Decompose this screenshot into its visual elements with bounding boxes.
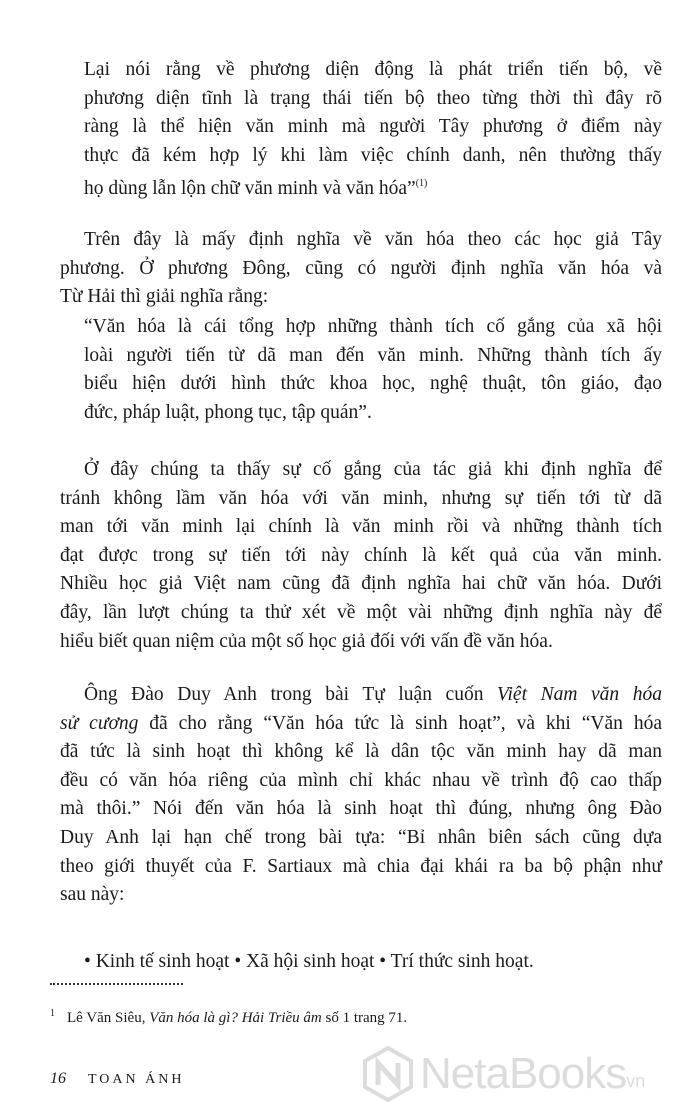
text-line — [84, 170, 662, 199]
paragraph-eastern-definitions — [60, 226, 662, 312]
text-line: Từ Hải thì giải nghĩa rằng: — [60, 286, 269, 308]
text-line: tránh không lầm văn hóa với văn minh, nhưng sự tiến tới từ dã — [60, 487, 662, 509]
footnote-divider — [50, 983, 183, 985]
text-line: sau này: — [60, 884, 125, 906]
text-line: • Kinh tế sinh hoạt • Xã hội sinh hoạt • Trí thức sinh hoạt. — [84, 951, 534, 972]
paragraph-quote-continuation — [84, 56, 662, 199]
footnote-author: Lê Văn Siêu, — [67, 1010, 150, 1026]
text-line — [60, 681, 662, 710]
text-line: ràng là thể hiện văn minh mà người Tây phương ở điểm này — [84, 116, 662, 138]
text-line: Lại nói rằng về phương diện động là phát triển tiến bộ, về — [84, 59, 662, 80]
page-footer — [50, 1070, 184, 1088]
text-line: đức, pháp luật, phong tục, tập quán”. — [84, 401, 372, 423]
text-line: loài người tiến từ dã man đến văn minh. Những thành tích ấy — [84, 344, 662, 366]
text-line: theo giới thuyết của F. Sartiaux mà chia đại khái ra ba bộ phận như — [60, 855, 662, 877]
footnote — [50, 1008, 407, 1027]
text-line: đều có văn hóa riêng của mình chỉ khác nhau về trình độ cao thấp — [60, 769, 662, 791]
text-segment: sử cương — [60, 712, 139, 734]
quote-tu-hai — [84, 313, 662, 427]
text-line: đây, lần lượt chúng ta thử xét về một vài những định nghĩa này để — [60, 601, 662, 623]
text-line: hiểu biết quan niệm của một số học giả đối với vấn đề văn hóa. — [60, 630, 553, 652]
text-line: đã tức là sinh hoạt thì không kể là dân tộc văn minh hay dã man — [60, 741, 662, 763]
netabooks-logo-icon — [362, 1045, 414, 1103]
text-line: đạt được trong sự tiến tới này chính là kết quả của văn minh. — [60, 544, 662, 566]
text-segment: đã cho rằng “Văn hóa tức là sinh hoạt”, và khi “Văn hóa — [138, 712, 662, 734]
text-line: phương. Ở phương Đông, cũng có người định nghĩa văn hóa và — [60, 257, 662, 279]
watermark — [362, 1045, 645, 1103]
text-line: biểu hiện dưới hình thức khoa học, nghệ thuật, tôn giáo, đạo — [84, 373, 662, 395]
text-line: man tới văn minh lại chính là văn minh rồi và những thành tích — [60, 516, 662, 538]
watermark-brand: NetaBooks — [420, 1049, 627, 1098]
footnote-source: số 1 trang 71. — [321, 1010, 408, 1026]
text-line — [60, 710, 662, 739]
paragraph-dao-duy-anh — [60, 681, 662, 910]
watermark-tld: vn — [626, 1070, 646, 1091]
running-author: TOAN ÁNH — [88, 1072, 185, 1087]
text-line: Ở đây chúng ta thấy sự cố gắng của tác giả khi định nghĩa để — [84, 459, 662, 480]
text-line: phương diện tĩnh là trạng thái tiến bộ theo từng thời thì đây rõ — [84, 87, 662, 109]
page-number: 16 — [50, 1070, 66, 1087]
footnote-number: 1 — [50, 1008, 55, 1019]
text-line: Nhiều học giả Việt nam cũng đã định nghĩa hai chữ văn hóa. Dưới — [60, 573, 662, 595]
text-line: mà thôi.” Nói đến văn hóa là sinh hoạt thì đúng, nhưng ông Đào — [60, 798, 662, 820]
footnote-title: Văn hóa là gì? Hải Triều âm — [149, 1010, 322, 1026]
bullet-list — [84, 948, 534, 977]
text-segment: Ông Đào Duy Anh trong bài Tự luận cuốn — [84, 684, 498, 705]
text-line: thực đã kém hợp lý khi làm việc chính danh, nên thường thấy — [84, 144, 662, 166]
text-segment: họ dùng lẫn lộn chữ văn minh và văn hóa” — [84, 178, 416, 200]
footnote-ref: (1) — [415, 178, 428, 190]
text-line: “Văn hóa là cái tổng hợp những thành tích cố gắng của xã hội — [84, 316, 662, 337]
text-segment: Việt Nam văn hóa — [497, 684, 663, 705]
text-line: Trên đây là mấy định nghĩa về văn hóa theo các học giả Tây — [84, 229, 662, 250]
text-line: Duy Anh lại hạn chế trong bài tựa: “Bỉ nhân biên sách cũng dựa — [60, 826, 662, 848]
paragraph-analysis — [60, 456, 662, 656]
